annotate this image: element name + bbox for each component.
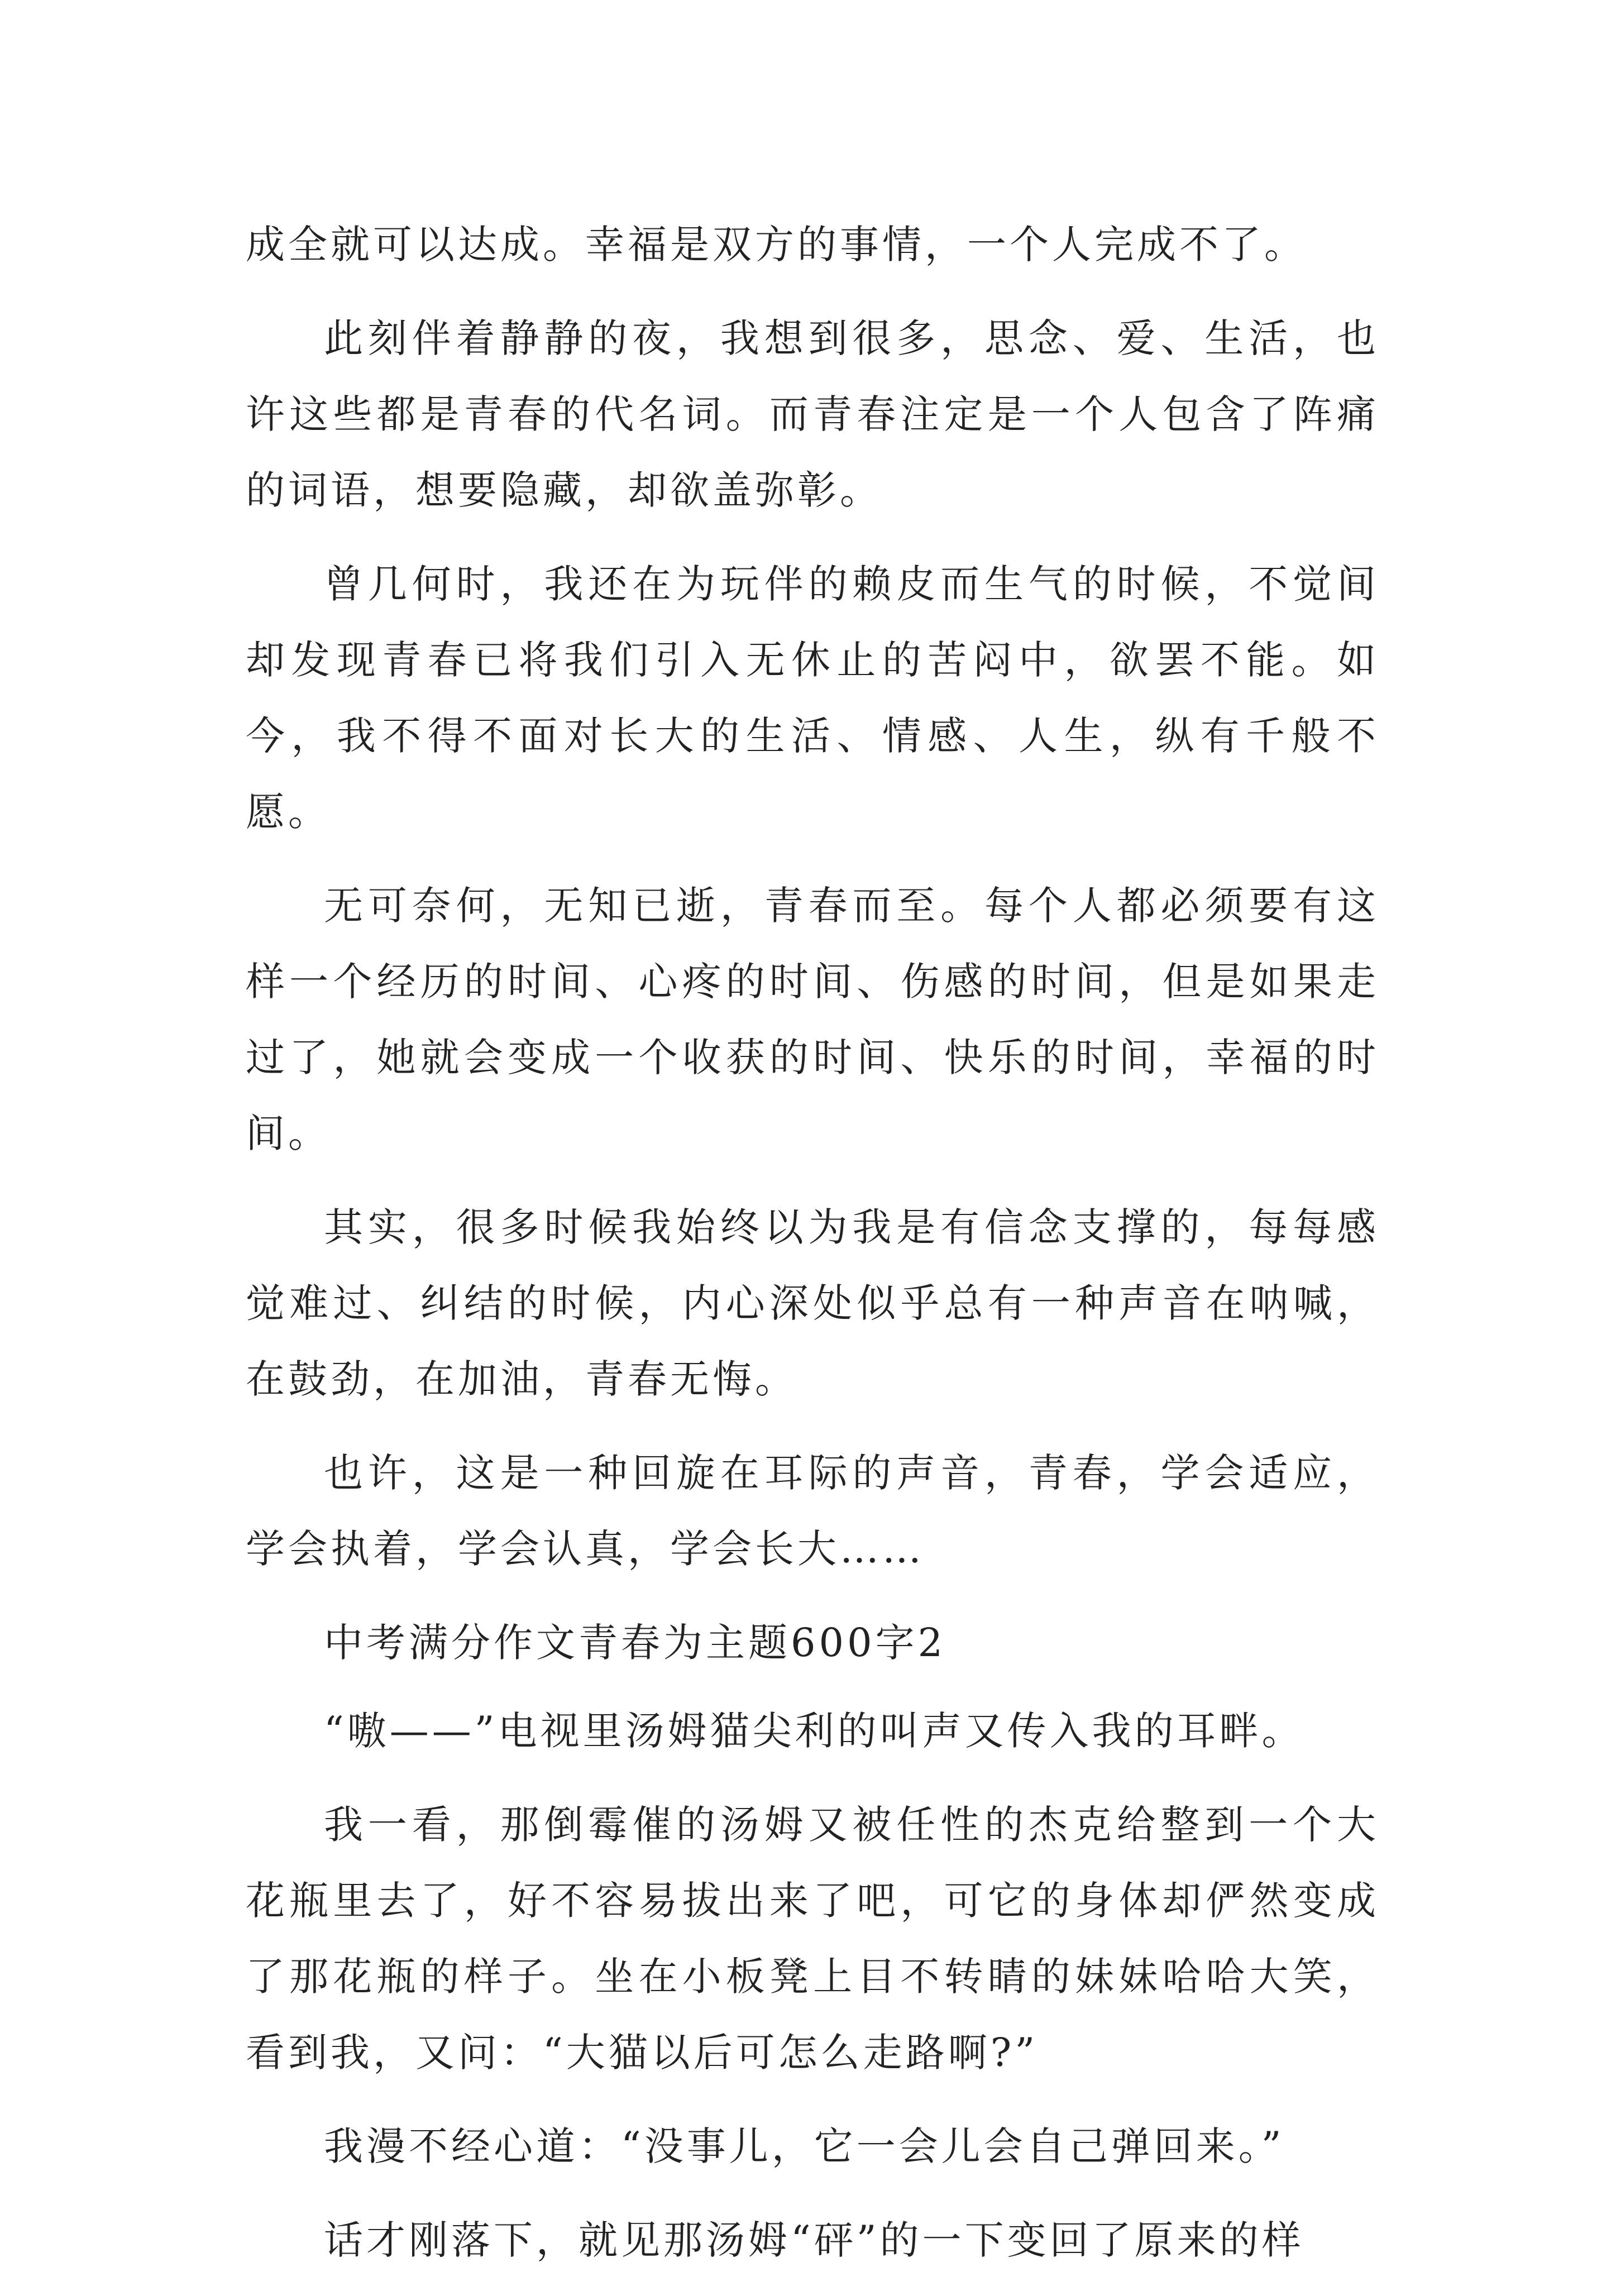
section-heading: 中考满分作文青春为主题600字2 [324, 1620, 946, 1666]
paragraph: 也许，这是一种回旋在耳际的声音，青春，学会适应，学会执着，学会认真，学会长大…… [246, 1450, 1379, 1572]
paragraph: 成全就可以达成。幸福是双方的事情，一个人完成不了。 [246, 222, 1307, 267]
paragraph: 我漫不经心道：“没事儿，它一会儿会自己弹回来。” [324, 2123, 1285, 2169]
paragraph: 此刻伴着静静的夜，我想到很多，思念、爱、生活，也许这些都是青春的代名词。而青春注定是一个人包含了阵痛的词语，想要隐藏，却欲盖弥彰。 [246, 315, 1379, 513]
paragraph: 无可奈何，无知已逝，青春而至。每个人都必须要有这样一个经历的时间、心疼的时间、伤感的时间，但是如果走过了，她就会变成一个收获的时间、快乐的时间，幸福的时间。 [246, 883, 1379, 1156]
document-body [246, 207, 1379, 2296]
paragraph: 话才刚落下，就见那汤姆“砰”的一下变回了原来的样 [324, 2217, 1304, 2263]
paragraph: “嗷——”电视里汤姆猫尖利的叫声又传入我的耳畔。 [324, 1708, 1304, 1754]
paragraph: 曾几何时，我还在为玩伴的赖皮而生气的时候，不觉间却发现青春已将我们引入无休止的苦闷中，欲罢不能。如今，我不得不面对长大的生活、情感、人生，纵有千般不愿。 [246, 561, 1379, 835]
paragraph: 我一看，那倒霉催的汤姆又被任性的杰克给整到一个大花瓶里去了，好不容易拔出来了吧，可它的身体却俨然变成了那花瓶的样子。坐在小板凳上目不转睛的妹妹哈哈大笑，看到我，又问：“大猫以后可怎么走路啊?” [246, 1802, 1379, 2075]
paragraph: 其实，很多时候我始终以为我是有信念支撑的，每每感觉难过、纠结的时候，内心深处似乎总有一种声音在呐喊，在鼓劲，在加油，青春无悔。 [246, 1204, 1379, 1402]
